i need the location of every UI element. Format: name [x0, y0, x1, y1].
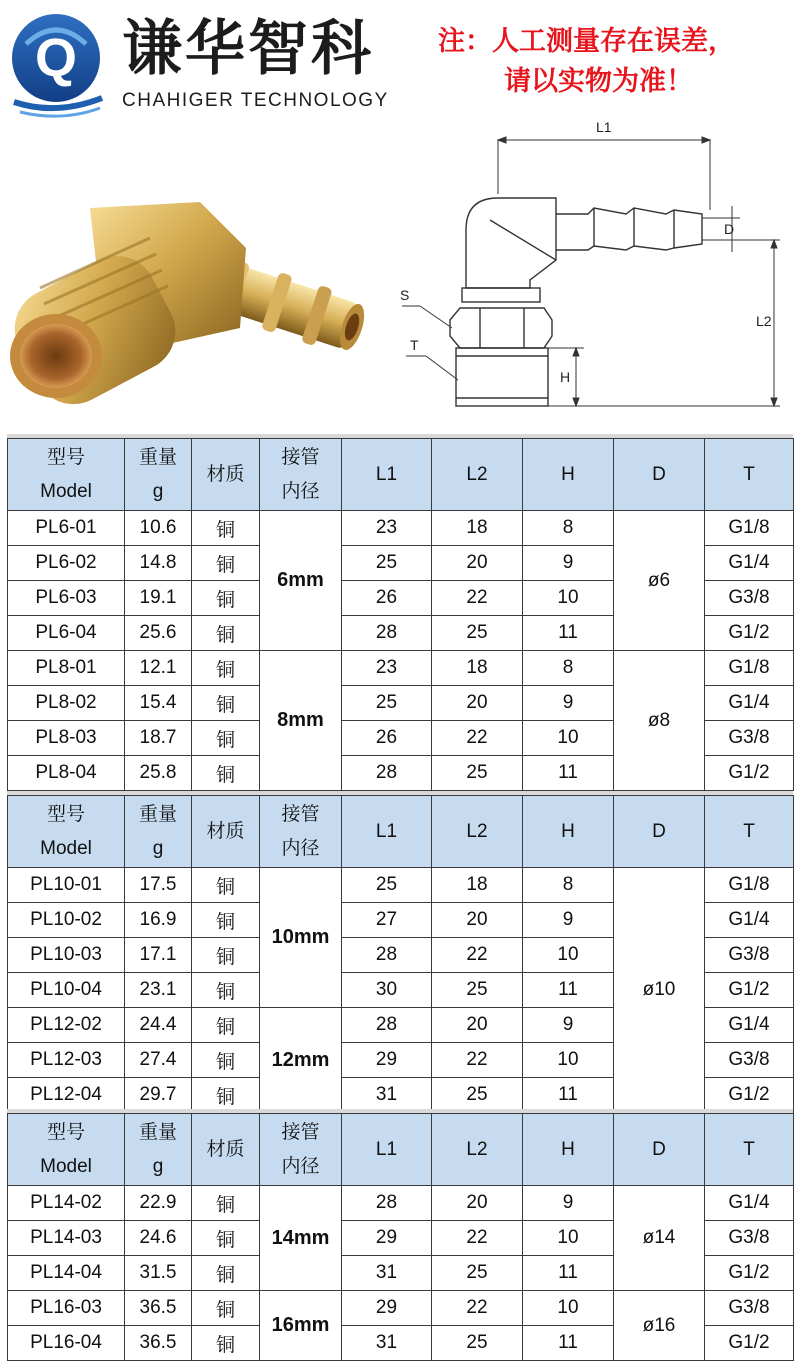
header-weight-unit: g [152, 480, 164, 502]
header-model-en: Model [40, 480, 92, 502]
brand-logo-icon [6, 10, 106, 120]
header-pipe-id [260, 439, 342, 511]
cell-material: 铜 [192, 756, 260, 791]
spec-table-3 [7, 1113, 794, 1361]
cell-l2: 22 [432, 1291, 523, 1326]
header-pipe-line2: 内径 [281, 837, 320, 859]
cell-l1: 29 [342, 1221, 432, 1256]
cell-material: 铜 [192, 938, 260, 973]
cell-weight: 22.9 [125, 1186, 192, 1221]
table-row [8, 511, 794, 546]
label-s: S [400, 287, 410, 303]
header-t: T [705, 796, 794, 868]
cell-h: 11 [523, 1078, 614, 1113]
table-header-row [8, 439, 794, 511]
cell-weight: 17.5 [125, 868, 192, 903]
cell-pipe-id: 6mm [260, 511, 342, 651]
cell-model: PL14-04 [8, 1256, 125, 1291]
cell-model: PL12-03 [8, 1043, 125, 1078]
header-t: T [705, 439, 794, 511]
cell-h: 9 [523, 546, 614, 581]
table-row [8, 868, 794, 903]
brand-name-cn: 谦华智科 [122, 14, 374, 84]
cell-material: 铜 [192, 1186, 260, 1221]
cell-weight: 19.1 [125, 581, 192, 616]
header-weight-cn: 重量 [138, 1121, 177, 1143]
cell-weight: 18.7 [125, 721, 192, 756]
cell-l1: 23 [342, 651, 432, 686]
cell-weight: 23.1 [125, 973, 192, 1008]
header-model [8, 1114, 125, 1186]
header-material: 材质 [192, 439, 260, 511]
header-d: D [614, 796, 705, 868]
cell-t: G1/2 [705, 1078, 794, 1113]
label-t: T [410, 337, 419, 353]
cell-d: ø16 [614, 1291, 705, 1361]
cell-material: 铜 [192, 1043, 260, 1078]
cell-weight: 16.9 [125, 903, 192, 938]
cell-model: PL8-04 [8, 756, 125, 791]
cell-material: 铜 [192, 581, 260, 616]
cell-material: 铜 [192, 546, 260, 581]
label-l2: L2 [756, 313, 772, 329]
header-weight [125, 1114, 192, 1186]
cell-l2: 20 [432, 546, 523, 581]
header-h: H [523, 1114, 614, 1186]
cell-l1: 29 [342, 1043, 432, 1078]
header-model-cn: 型号 [46, 1121, 85, 1143]
header-pipe-id [260, 796, 342, 868]
header-model-cn: 型号 [46, 446, 85, 468]
cell-t: G3/8 [705, 1221, 794, 1256]
cell-h: 10 [523, 1221, 614, 1256]
header-model-en: Model [40, 837, 92, 859]
cell-pipe-id: 14mm [260, 1186, 342, 1291]
cell-t: G1/8 [705, 511, 794, 546]
header-l2: L2 [432, 1114, 523, 1186]
cell-material: 铜 [192, 616, 260, 651]
cell-t: G3/8 [705, 1043, 794, 1078]
cell-h: 8 [523, 511, 614, 546]
cell-l1: 29 [342, 1291, 432, 1326]
cell-weight: 24.4 [125, 1008, 192, 1043]
cell-l2: 18 [432, 868, 523, 903]
cell-l2: 22 [432, 581, 523, 616]
cell-l2: 25 [432, 756, 523, 791]
cell-h: 10 [523, 721, 614, 756]
cell-model: PL12-02 [8, 1008, 125, 1043]
cell-l1: 25 [342, 546, 432, 581]
header-l2: L2 [432, 439, 523, 511]
cell-material: 铜 [192, 1291, 260, 1326]
header-pipe-line1: 接管 [281, 1121, 320, 1143]
cell-weight: 10.6 [125, 511, 192, 546]
cell-model: PL16-04 [8, 1326, 125, 1361]
cell-h: 11 [523, 616, 614, 651]
label-l1: L1 [596, 119, 612, 135]
cell-pipe-id: 10mm [260, 868, 342, 1008]
cell-l2: 25 [432, 1256, 523, 1291]
cell-weight: 25.6 [125, 616, 192, 651]
cell-h: 10 [523, 1291, 614, 1326]
header-weight [125, 439, 192, 511]
header-weight-unit: g [152, 1155, 164, 1177]
cell-model: PL6-02 [8, 546, 125, 581]
header-l1: L1 [342, 1114, 432, 1186]
logo-letter: Q [34, 28, 78, 88]
header-pipe-id [260, 1114, 342, 1186]
cell-l1: 30 [342, 973, 432, 1008]
cell-l2: 18 [432, 651, 523, 686]
cell-d: ø10 [614, 868, 705, 1113]
cell-h: 8 [523, 651, 614, 686]
cell-l2: 25 [432, 1326, 523, 1361]
cell-h: 9 [523, 686, 614, 721]
cell-d: ø6 [614, 511, 705, 651]
label-h: H [560, 369, 571, 385]
cell-model: PL6-04 [8, 616, 125, 651]
header-pipe-line2: 内径 [281, 1155, 320, 1177]
cell-l1: 31 [342, 1256, 432, 1291]
header-pipe-line1: 接管 [281, 803, 320, 825]
cell-l1: 27 [342, 903, 432, 938]
brand-name-en: CHAHIGER TECHNOLOGY [122, 90, 389, 111]
notice-line-1: 注：人工测量存在误差， [438, 26, 735, 57]
table-row [8, 651, 794, 686]
header-pipe-line1: 接管 [281, 446, 320, 468]
cell-t: G3/8 [705, 1291, 794, 1326]
cell-model: PL12-04 [8, 1078, 125, 1113]
header-h: H [523, 439, 614, 511]
header-l1: L1 [342, 439, 432, 511]
header-material: 材质 [192, 796, 260, 868]
cell-l2: 22 [432, 1221, 523, 1256]
cell-material: 铜 [192, 1326, 260, 1361]
cell-material: 铜 [192, 1078, 260, 1113]
cell-t: G3/8 [705, 721, 794, 756]
table-row [8, 1186, 794, 1221]
cell-l1: 31 [342, 1078, 432, 1113]
cell-h: 11 [523, 973, 614, 1008]
cell-material: 铜 [192, 721, 260, 756]
cell-h: 8 [523, 868, 614, 903]
cell-l2: 18 [432, 511, 523, 546]
cell-l2: 20 [432, 686, 523, 721]
cell-t: G1/4 [705, 686, 794, 721]
cell-weight: 36.5 [125, 1291, 192, 1326]
cell-d: ø14 [614, 1186, 705, 1291]
product-photo [0, 178, 380, 428]
header-d: D [614, 439, 705, 511]
header [0, 0, 800, 122]
dimension-drawing [380, 110, 800, 430]
cell-l1: 26 [342, 581, 432, 616]
cell-l1: 28 [342, 1186, 432, 1221]
cell-material: 铜 [192, 1221, 260, 1256]
header-pipe-line2: 内径 [281, 480, 320, 502]
cell-t: G1/2 [705, 1326, 794, 1361]
cell-l1: 23 [342, 511, 432, 546]
cell-l2: 25 [432, 1078, 523, 1113]
header-weight-cn: 重量 [138, 803, 177, 825]
cell-model: PL10-02 [8, 903, 125, 938]
cell-material: 铜 [192, 1008, 260, 1043]
cell-t: G1/4 [705, 903, 794, 938]
label-d: D [724, 221, 735, 237]
cell-h: 11 [523, 1256, 614, 1291]
cell-model: PL8-01 [8, 651, 125, 686]
cell-material: 铜 [192, 973, 260, 1008]
cell-weight: 29.7 [125, 1078, 192, 1113]
cell-weight: 36.5 [125, 1326, 192, 1361]
table-row [8, 1291, 794, 1326]
cell-l2: 25 [432, 616, 523, 651]
cell-t: G1/2 [705, 1256, 794, 1291]
cell-h: 11 [523, 756, 614, 791]
header-t: T [705, 1114, 794, 1186]
cell-l2: 22 [432, 721, 523, 756]
cell-material: 铜 [192, 511, 260, 546]
cell-l1: 28 [342, 616, 432, 651]
header-d: D [614, 1114, 705, 1186]
cell-t: G1/8 [705, 651, 794, 686]
header-h: H [523, 796, 614, 868]
cell-material: 铜 [192, 651, 260, 686]
cell-weight: 31.5 [125, 1256, 192, 1291]
cell-model: PL10-03 [8, 938, 125, 973]
cell-l2: 22 [432, 938, 523, 973]
cell-l1: 25 [342, 686, 432, 721]
cell-l2: 20 [432, 1008, 523, 1043]
cell-model: PL6-01 [8, 511, 125, 546]
header-weight-unit: g [152, 837, 164, 859]
header-material: 材质 [192, 1114, 260, 1186]
header-model-cn: 型号 [46, 803, 85, 825]
header-weight-cn: 重量 [138, 446, 177, 468]
cell-l1: 25 [342, 868, 432, 903]
header-l1: L1 [342, 796, 432, 868]
cell-weight: 12.1 [125, 651, 192, 686]
cell-model: PL6-03 [8, 581, 125, 616]
cell-h: 9 [523, 1008, 614, 1043]
cell-weight: 24.6 [125, 1221, 192, 1256]
cell-l1: 28 [342, 756, 432, 791]
cell-t: G3/8 [705, 581, 794, 616]
cell-material: 铜 [192, 1256, 260, 1291]
cell-t: G1/2 [705, 616, 794, 651]
cell-weight: 17.1 [125, 938, 192, 973]
cell-l2: 25 [432, 973, 523, 1008]
cell-weight: 25.8 [125, 756, 192, 791]
cell-h: 9 [523, 1186, 614, 1221]
cell-l1: 26 [342, 721, 432, 756]
cell-t: G1/8 [705, 868, 794, 903]
cell-t: G1/4 [705, 1008, 794, 1043]
cell-material: 铜 [192, 686, 260, 721]
cell-model: PL8-02 [8, 686, 125, 721]
cell-h: 10 [523, 938, 614, 973]
cell-model: PL10-04 [8, 973, 125, 1008]
cell-t: G1/2 [705, 756, 794, 791]
cell-h: 10 [523, 581, 614, 616]
spec-table-2 [7, 795, 794, 1113]
header-l2: L2 [432, 796, 523, 868]
cell-l2: 20 [432, 903, 523, 938]
cell-weight: 27.4 [125, 1043, 192, 1078]
cell-l2: 22 [432, 1043, 523, 1078]
cell-model: PL10-01 [8, 868, 125, 903]
header-weight [125, 796, 192, 868]
cell-model: PL16-03 [8, 1291, 125, 1326]
cell-model: PL8-03 [8, 721, 125, 756]
cell-l1: 28 [342, 938, 432, 973]
cell-l1: 31 [342, 1326, 432, 1361]
cell-material: 铜 [192, 903, 260, 938]
table-header-row [8, 1114, 794, 1186]
cell-model: PL14-02 [8, 1186, 125, 1221]
header-model-en: Model [40, 1155, 92, 1177]
table-header-row [8, 796, 794, 868]
cell-l1: 28 [342, 1008, 432, 1043]
cell-weight: 14.8 [125, 546, 192, 581]
spec-table-1 [7, 438, 794, 791]
measurement-notice [438, 22, 798, 102]
notice-line-2: 请以实物为准！ [504, 66, 693, 97]
cell-d: ø8 [614, 651, 705, 791]
header-model [8, 439, 125, 511]
cell-t: G1/4 [705, 546, 794, 581]
header-model [8, 796, 125, 868]
cell-pipe-id: 12mm [260, 1008, 342, 1113]
cell-t: G3/8 [705, 938, 794, 973]
cell-h: 10 [523, 1043, 614, 1078]
cell-h: 11 [523, 1326, 614, 1361]
cell-weight: 15.4 [125, 686, 192, 721]
cell-t: G1/4 [705, 1186, 794, 1221]
cell-model: PL14-03 [8, 1221, 125, 1256]
cell-material: 铜 [192, 868, 260, 903]
cell-pipe-id: 8mm [260, 651, 342, 791]
cell-l2: 20 [432, 1186, 523, 1221]
cell-t: G1/2 [705, 973, 794, 1008]
cell-h: 9 [523, 903, 614, 938]
cell-pipe-id: 16mm [260, 1291, 342, 1361]
